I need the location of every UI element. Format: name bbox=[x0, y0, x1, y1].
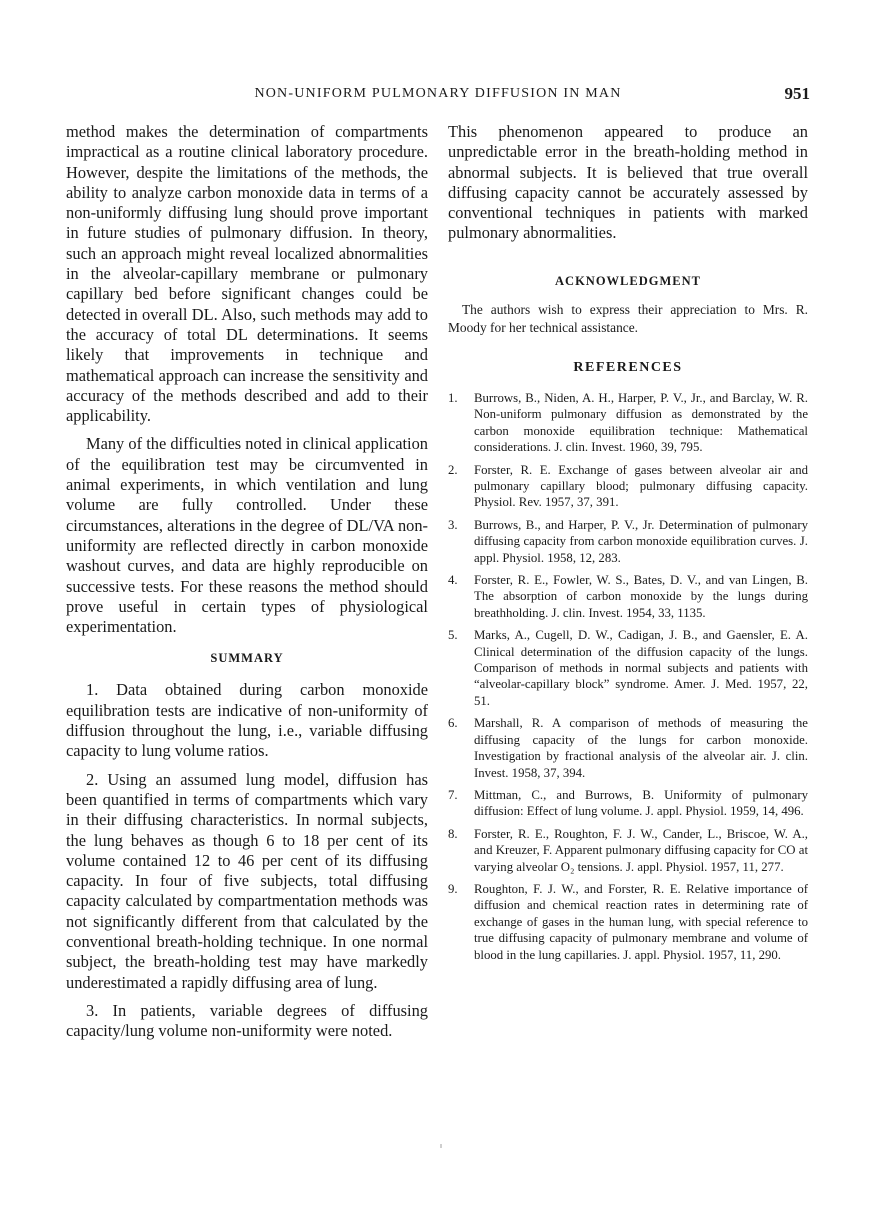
page-number: 951 bbox=[784, 84, 810, 103]
references-heading: REFERENCES bbox=[573, 359, 683, 375]
reference-text: Mittman, C., and Burrows, B. Uniformity of pulmonary diffusion: Effect of lung volume. J. appl. Physiol. 1959, 14, 496. bbox=[474, 787, 808, 819]
body-paragraph: This phenomenon appeared to produce an unpredictable error in the breath-holding method in abnormal subjects. It is believed that true overall diffusing capacity cannot be accurately assessed by conventional techniques in patients with marked pulmonary abnormalities. bbox=[448, 122, 808, 243]
running-title: NON-UNIFORM PULMONARY DIFFUSION IN MAN bbox=[254, 86, 622, 101]
reference-text: Burrows, B., and Harper, P. V., Jr. Determination of pulmonary diffusing capacity from carbon monoxide equilibration curves. J. appl. Physiol. 1958, 12, 283. bbox=[474, 517, 808, 565]
reference-number: 2. bbox=[448, 462, 458, 477]
reference-item bbox=[448, 787, 808, 820]
reference-text: Roughton, F. J. W., and Forster, R. E. Relative importance of diffusion and chemical reaction rates in determining rate of exchange of gases in the human lung, with special reference to true diffusing capacity of pulmonary membrane and volume of blood in the lung capillaries. J. appl. Physiol. 1957, 11, 290. bbox=[474, 881, 808, 962]
reference-number: 6. bbox=[448, 716, 458, 731]
reference-text: Forster, R. E. Exchange of gases between alveolar air and pulmonary capillary blood; pulmonary diffusing capacity. Physiol. Rev. 1957, 37, 391. bbox=[474, 462, 808, 510]
acknowledgment-heading: ACKNOWLEDGMENT bbox=[555, 273, 701, 288]
reference-number: 5. bbox=[448, 628, 458, 643]
reference-number: 3. bbox=[448, 517, 458, 532]
reference-text: Forster, R. E., Fowler, W. S., Bates, D. V., and van Lingen, B. The absorption of carbon monoxide by the lungs during breathholding. J. clin. Invest. 1954, 33, 1135. bbox=[474, 573, 808, 620]
reference-number: 4. bbox=[448, 573, 458, 588]
reference-item bbox=[448, 627, 808, 709]
reference-number: 9. bbox=[448, 881, 458, 896]
body-paragraph: method makes the determination of compartments impractical as a routine clinical laboratory procedure. However, despite the limitations of the methods, the ability to analyze carbon monoxide data in terms of a non-uniformly diffusing lung should prove important in future studies of pulmonary diffusion. In theory, such an approach might reveal localized abnormalities in the alveolar-capillary membrane or pulmonary capillary bed before significant changes could be detected in overall DL. Also, such methods may add to the accuracy of total DL determinations. It seems likely that improvements in technique and mathematical approach can increase the sensitivity and accuracy of the methods described and add to their applicability. bbox=[66, 122, 428, 426]
reference-number: 8. bbox=[448, 826, 458, 841]
reference-text: Burrows, B., Niden, A. H., Harper, P. V., Jr., and Barclay, W. R. Non-uniform pulmonary diffusion as demonstrated by the carbon monoxide equilibration technique: Mathematical considerations. J. clin. Invest. 1960, 39, 795. bbox=[474, 390, 808, 455]
reference-text: Marshall, R. A comparison of methods of measuring the diffusing capacity of the lungs for carbon monoxide. Investigation by fractional analysis of the alveolar air. J. clin. Invest. 1958, 37, 394. bbox=[474, 716, 808, 780]
summary-item: 1. Data obtained during carbon monoxide equilibration tests are indicative of non-uniformity of diffusion throughout the lung, i.e., variable diffusing capacity to lung volume ratios. bbox=[66, 680, 428, 761]
reference-item bbox=[448, 715, 808, 781]
summary-item: 3. In patients, variable degrees of diffusing capacity/lung volume non-uniformity were noted. bbox=[66, 1000, 428, 1041]
page-mark bbox=[440, 1144, 442, 1148]
acknowledgment-text: The authors wish to express their appreciation to Mrs. R. Moody for her technical assistance. bbox=[448, 301, 808, 336]
reference-text: Forster, R. E., Roughton, F. J. W., Cander, L., Briscoe, W. A., and Kreuzer, F. Apparent pulmonary diffusing capacity for CO at varying alveolar O₂ tensions. J. appl. Physiol. 1957, 11, 277. bbox=[474, 826, 808, 874]
reference-item bbox=[448, 572, 808, 621]
reference-text: Marks, A., Cugell, D. W., Cadigan, J. B., and Gaensler, E. A. Clinical determination of the diffusion capacity of the lungs. Comparison of methods in normal subjects and patients with “alveolar-capillary block” syndrome. Amer. J. Med. 1957, 22, 51. bbox=[474, 628, 808, 708]
reference-item bbox=[448, 462, 808, 511]
reference-item bbox=[448, 881, 808, 963]
body-paragraph: Many of the difficulties noted in clinical application of the equilibration test may be circumvented in animal experiments, in which ventilation and lung volume are fully controlled. Under these circumstances, alterations in the degree of DL/VA non-uniformity are reflected directly in carbon monoxide washout curves, and data are highly reproducible on successive tests. For these reasons the method should prove useful in certain types of physiological experimentation. bbox=[66, 434, 428, 637]
reference-number: 1. bbox=[448, 390, 458, 405]
running-header bbox=[66, 86, 810, 110]
reference-item bbox=[448, 390, 808, 456]
summary-heading: SUMMARY bbox=[210, 651, 284, 666]
summary-item: 2. Using an assumed lung model, diffusion has been quantified in terms of compartments which vary in their diffusing characteristics. In normal subjects, the lung behaves as though 6 to 18 per cent of its volume contained 12 to 46 per cent of its diffusing capacity. In four of five subjects, total diffusing capacity calculated by compartmentation methods was not significantly different from that calculated by the conventional breath-holding technique. In one normal subject, the breath-holding test may have markedly underestimated a rapidly diffusing area of lung. bbox=[66, 769, 428, 992]
reference-item bbox=[448, 826, 808, 875]
reference-item bbox=[448, 517, 808, 566]
reference-number: 7. bbox=[448, 787, 458, 802]
reference-list bbox=[448, 390, 808, 963]
right-column bbox=[448, 122, 808, 969]
left-column bbox=[66, 122, 428, 1041]
